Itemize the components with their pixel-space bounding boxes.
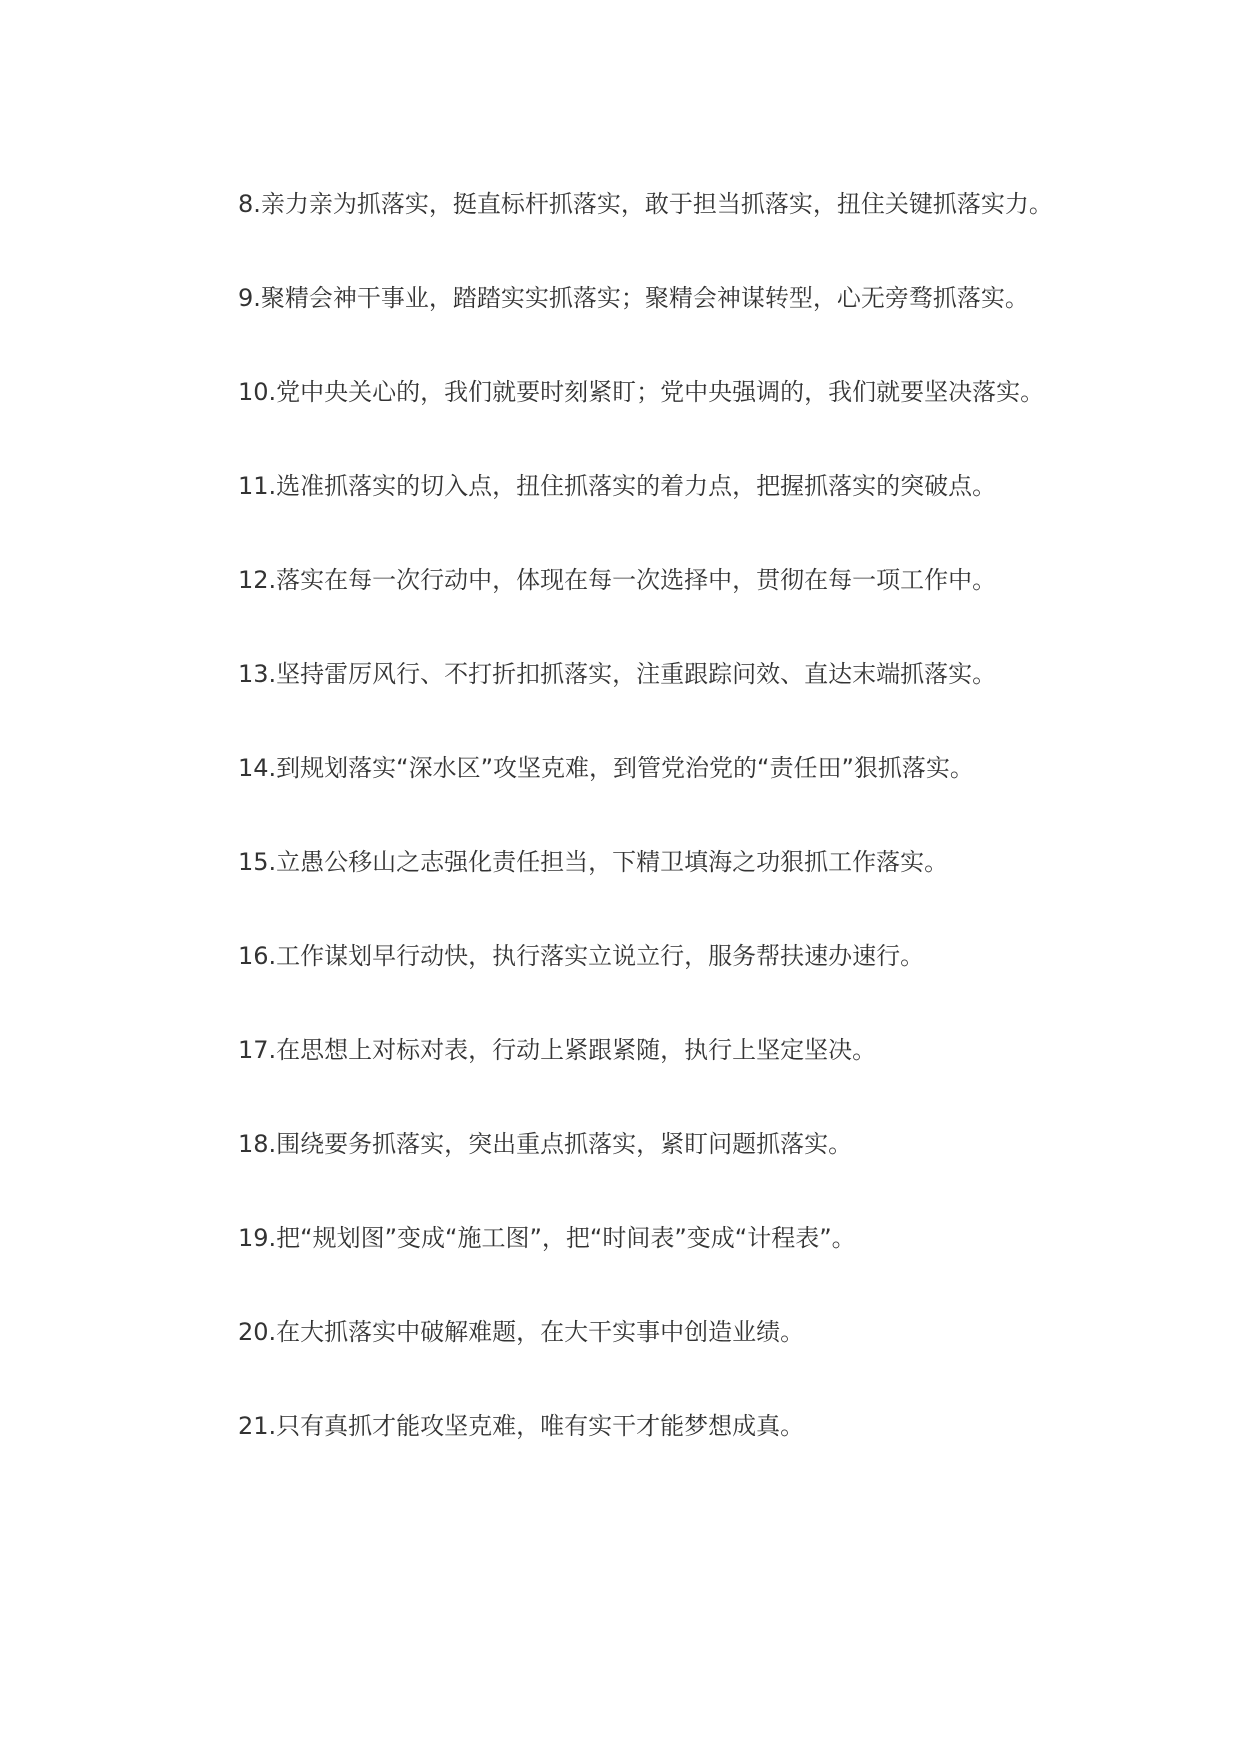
list-item: 13.坚持雷厉风行、不打折扣抓落实，注重跟踪问效、直达末端抓落实。 bbox=[238, 660, 997, 688]
list-item: 21.只有真抓才能攻坚克难，唯有实干才能梦想成真。 bbox=[238, 1412, 805, 1440]
list-item: 14.到规划落实“深水区”攻坚克难，到管党治党的“责任田”狠抓落实。 bbox=[238, 754, 974, 782]
list-item: 19.把“规划图”变成“施工图”，把“时间表”变成“计程表”。 bbox=[238, 1224, 856, 1252]
list-item: 11.选准抓落实的切入点，扭住抓落实的着力点，把握抓落实的突破点。 bbox=[238, 472, 997, 500]
list-item: 18.围绕要务抓落实，突出重点抓落实，紧盯问题抓落实。 bbox=[238, 1130, 853, 1158]
list-item: 17.在思想上对标对表，行动上紧跟紧随，执行上坚定坚决。 bbox=[238, 1036, 877, 1064]
list-item: 15.立愚公移山之志强化责任担当，下精卫填海之功狠抓工作落实。 bbox=[238, 848, 949, 876]
list-item: 10.党中央关心的，我们就要时刻紧盯；党中央强调的，我们就要坚决落实。 bbox=[238, 378, 1045, 406]
list-item: 9.聚精会神干事业，踏踏实实抓落实；聚精会神谋转型，心无旁骛抓落实。 bbox=[238, 284, 1029, 312]
list-item: 20.在大抓落实中破解难题，在大干实事中创造业绩。 bbox=[238, 1318, 805, 1346]
slogan-list bbox=[186, 172, 1066, 1488]
list-item: 16.工作谋划早行动快，执行落实立说立行，服务帮扶速办速行。 bbox=[238, 942, 925, 970]
list-item: 12.落实在每一次行动中，体现在每一次选择中，贯彻在每一项工作中。 bbox=[238, 566, 997, 594]
list-item: 8.亲力亲为抓落实，挺直标杆抓落实，敢于担当抓落实，扭住关键抓落实力。 bbox=[238, 190, 1053, 218]
